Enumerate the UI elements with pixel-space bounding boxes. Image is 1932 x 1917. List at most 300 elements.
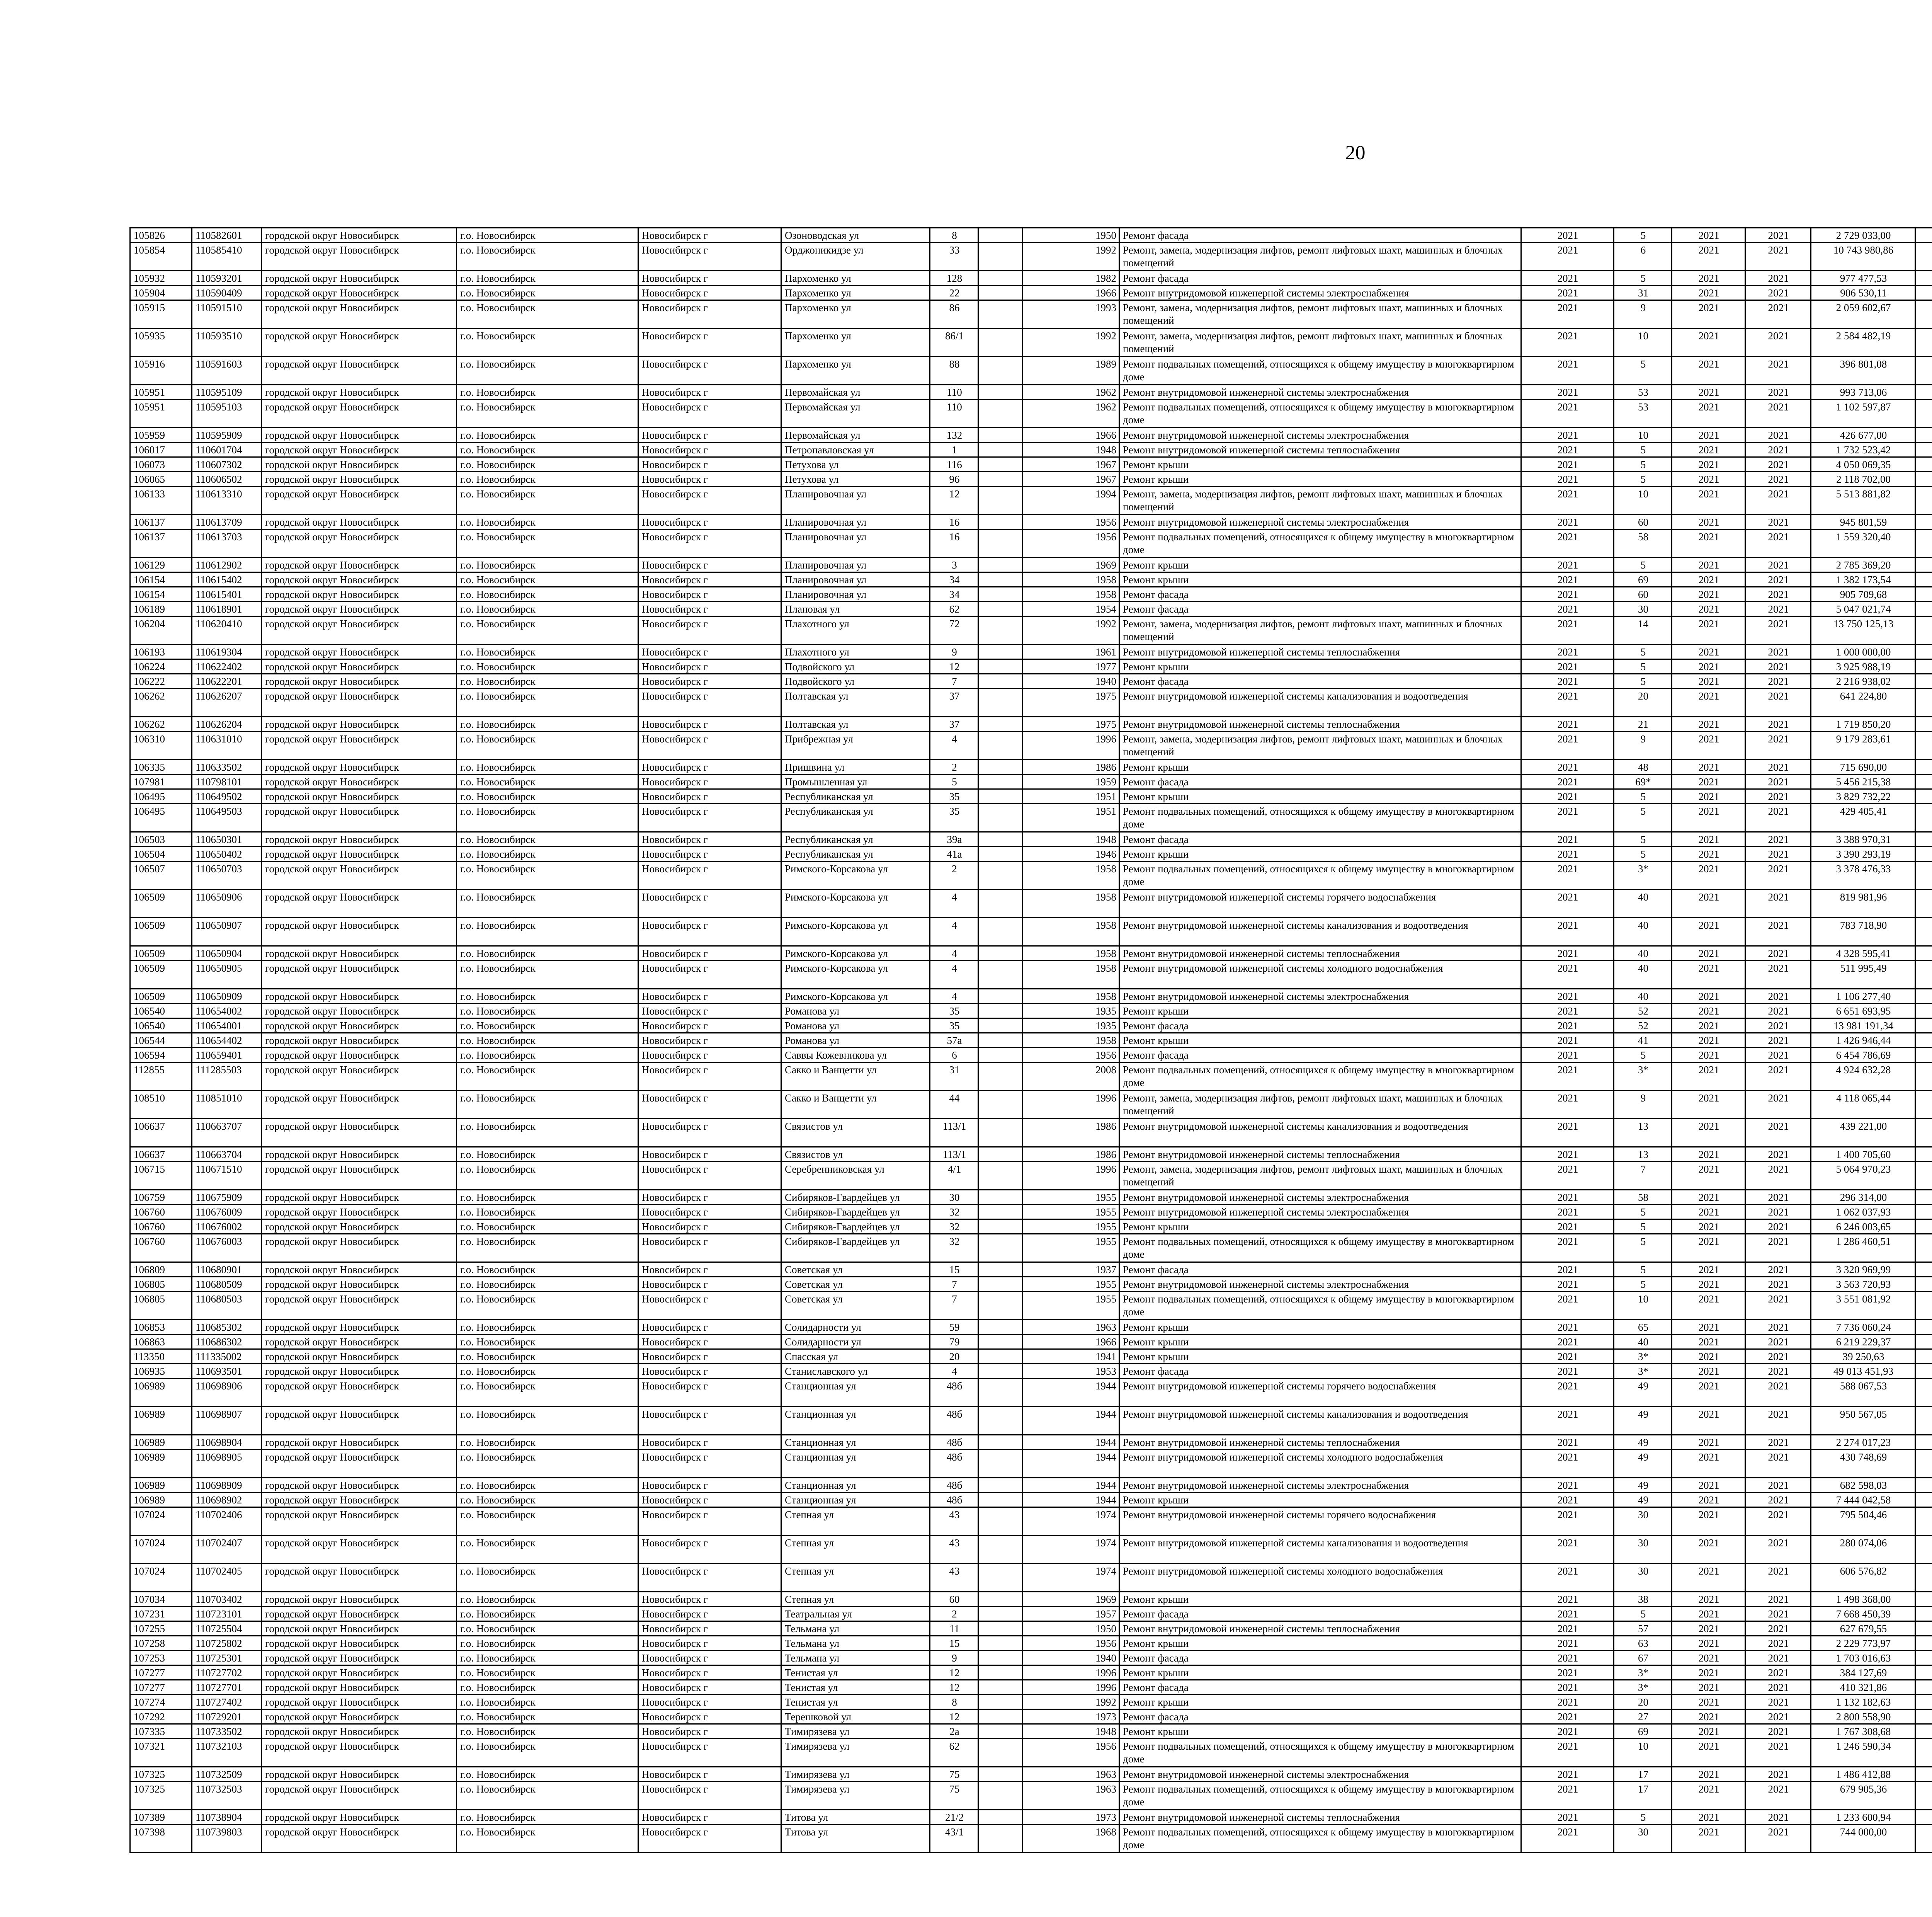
house-number-cell: 9 xyxy=(930,645,978,659)
fund-cost-cell xyxy=(1915,1262,1932,1277)
district-cell: г.о. Новосибирск xyxy=(457,1564,638,1592)
house-id-cell: 106495 xyxy=(130,789,192,804)
municipality-cell: городской округ Новосибирск xyxy=(262,989,457,1004)
house-number-cell: 8 xyxy=(930,228,978,243)
district-cell: г.о. Новосибирск xyxy=(457,1234,638,1262)
municipality-cell: городской округ Новосибирск xyxy=(262,400,457,428)
year-end-cell: 2021 xyxy=(1745,861,1811,890)
house-number-cell: 4 xyxy=(930,732,978,760)
street-cell: Станционная ул xyxy=(781,1379,930,1407)
municipality-cell: городской округ Новосибирск xyxy=(262,689,457,717)
plan-year-cell: 2021 xyxy=(1521,558,1614,572)
total-cost-cell: 906 530,11 xyxy=(1811,286,1915,300)
term-cell: 53 xyxy=(1614,385,1672,400)
year-end-cell: 2021 xyxy=(1745,1665,1811,1680)
work-type-cell: Ремонт фасада xyxy=(1119,1364,1521,1379)
year-built-cell: 1993 xyxy=(1023,300,1119,329)
district-cell: г.о. Новосибирск xyxy=(457,645,638,659)
house-number-cell: 72 xyxy=(930,616,978,645)
street-cell: Романова ул xyxy=(781,1004,930,1018)
municipality-cell: городской округ Новосибирск xyxy=(262,645,457,659)
city-cell: Новосибирск г xyxy=(638,1320,781,1335)
term-cell: 30 xyxy=(1614,1536,1672,1564)
street-cell: Римского-Корсакова ул xyxy=(781,918,930,946)
year-start-cell: 2021 xyxy=(1672,1292,1745,1320)
house-number-cell: 86 xyxy=(930,300,978,329)
year-built-cell: 1944 xyxy=(1023,1379,1119,1407)
plan-year-cell: 2021 xyxy=(1521,1739,1614,1767)
table-row xyxy=(130,228,1932,243)
total-cost-cell: 2 229 773,97 xyxy=(1811,1636,1915,1651)
house-number-cell: 43/1 xyxy=(930,1825,978,1853)
table-row xyxy=(130,674,1932,689)
work-type-cell: Ремонт внутридомовой инженерной системы теплоснабжения xyxy=(1119,1810,1521,1825)
total-cost-cell: 1 400 705,60 xyxy=(1811,1147,1915,1162)
municipality-cell: городской округ Новосибирск xyxy=(262,428,457,443)
house-number-cell: 4 xyxy=(930,918,978,946)
municipality-cell: городской округ Новосибирск xyxy=(262,732,457,760)
house-number-cell: 48б xyxy=(930,1407,978,1435)
table-row xyxy=(130,1407,1932,1435)
building-cell xyxy=(978,1091,1023,1119)
work-id-cell: 110727701 xyxy=(192,1680,262,1695)
house-id-cell: 105951 xyxy=(130,385,192,400)
work-type-cell: Ремонт крыши xyxy=(1119,472,1521,487)
year-built-cell: 1948 xyxy=(1023,1724,1119,1739)
street-cell: Степная ул xyxy=(781,1507,930,1536)
street-cell: Станционная ул xyxy=(781,1435,930,1450)
city-cell: Новосибирск г xyxy=(638,775,781,789)
work-type-cell: Ремонт крыши xyxy=(1119,1493,1521,1507)
municipality-cell: городской округ Новосибирск xyxy=(262,1234,457,1262)
work-type-cell: Ремонт крыши xyxy=(1119,1724,1521,1739)
district-cell: г.о. Новосибирск xyxy=(457,572,638,587)
total-cost-cell: 13 981 191,34 xyxy=(1811,1018,1915,1033)
year-start-cell: 2021 xyxy=(1672,847,1745,861)
year-built-cell: 1994 xyxy=(1023,487,1119,515)
city-cell: Новосибирск г xyxy=(638,1277,781,1292)
plan-year-cell: 2021 xyxy=(1521,400,1614,428)
district-cell: г.о. Новосибирск xyxy=(457,1695,638,1709)
year-built-cell: 1956 xyxy=(1023,1636,1119,1651)
plan-year-cell: 2021 xyxy=(1521,457,1614,472)
district-cell: г.о. Новосибирск xyxy=(457,1507,638,1536)
work-type-cell: Ремонт фасада xyxy=(1119,832,1521,847)
fund-cost-cell xyxy=(1915,616,1932,645)
city-cell: Новосибирск г xyxy=(638,732,781,760)
fund-cost-cell xyxy=(1915,1320,1932,1335)
work-id-cell: 110698902 xyxy=(192,1493,262,1507)
plan-year-cell: 2021 xyxy=(1521,443,1614,457)
year-start-cell: 2021 xyxy=(1672,717,1745,732)
city-cell: Новосибирск г xyxy=(638,1536,781,1564)
building-cell xyxy=(978,1564,1023,1592)
house-id-cell: 106853 xyxy=(130,1320,192,1335)
year-built-cell: 1986 xyxy=(1023,760,1119,775)
year-built-cell: 1955 xyxy=(1023,1234,1119,1262)
term-cell: 49 xyxy=(1614,1478,1672,1493)
city-cell: Новосибирск г xyxy=(638,1564,781,1592)
term-cell: 5 xyxy=(1614,645,1672,659)
year-start-cell: 2021 xyxy=(1672,1277,1745,1292)
year-start-cell: 2021 xyxy=(1672,1162,1745,1190)
total-cost-cell: 945 801,59 xyxy=(1811,515,1915,529)
house-number-cell: 39а xyxy=(930,832,978,847)
work-type-cell: Ремонт внутридомовой инженерной системы электроснабжения xyxy=(1119,1767,1521,1782)
table-row xyxy=(130,400,1932,428)
year-built-cell: 1996 xyxy=(1023,1680,1119,1695)
work-id-cell: 111335002 xyxy=(192,1349,262,1364)
work-id-cell: 110612902 xyxy=(192,558,262,572)
fund-cost-cell xyxy=(1915,760,1932,775)
total-cost-cell: 3 563 720,93 xyxy=(1811,1277,1915,1292)
year-built-cell: 1973 xyxy=(1023,1810,1119,1825)
city-cell: Новосибирск г xyxy=(638,587,781,602)
plan-year-cell: 2021 xyxy=(1521,804,1614,832)
year-start-cell: 2021 xyxy=(1672,515,1745,529)
year-start-cell: 2021 xyxy=(1672,1695,1745,1709)
house-number-cell: 37 xyxy=(930,717,978,732)
building-cell xyxy=(978,443,1023,457)
work-type-cell: Ремонт подвальных помещений, относящихся к общему имуществу в многоквартирном доме xyxy=(1119,1739,1521,1767)
house-number-cell: 128 xyxy=(930,271,978,286)
total-cost-cell: 1 233 600,94 xyxy=(1811,1810,1915,1825)
house-id-cell: 107024 xyxy=(130,1507,192,1536)
house-number-cell: 34 xyxy=(930,572,978,587)
table-row xyxy=(130,760,1932,775)
work-type-cell: Ремонт внутридомовой инженерной системы электроснабжения xyxy=(1119,385,1521,400)
term-cell: 10 xyxy=(1614,487,1672,515)
total-cost-cell: 744 000,00 xyxy=(1811,1825,1915,1853)
total-cost-cell: 679 905,36 xyxy=(1811,1782,1915,1810)
year-end-cell: 2021 xyxy=(1745,1147,1811,1162)
plan-year-cell: 2021 xyxy=(1521,428,1614,443)
work-id-cell: 110650909 xyxy=(192,989,262,1004)
term-cell: 49 xyxy=(1614,1379,1672,1407)
city-cell: Новосибирск г xyxy=(638,1364,781,1379)
year-built-cell: 1950 xyxy=(1023,1621,1119,1636)
total-cost-cell: 819 981,96 xyxy=(1811,890,1915,918)
municipality-cell: городской округ Новосибирск xyxy=(262,804,457,832)
work-id-cell: 110675909 xyxy=(192,1190,262,1205)
house-id-cell: 106137 xyxy=(130,515,192,529)
year-start-cell: 2021 xyxy=(1672,1033,1745,1048)
building-cell xyxy=(978,760,1023,775)
table-row xyxy=(130,1621,1932,1636)
fund-cost-cell xyxy=(1915,1219,1932,1234)
plan-year-cell: 2021 xyxy=(1521,271,1614,286)
house-id-cell: 107277 xyxy=(130,1665,192,1680)
house-id-cell: 108510 xyxy=(130,1091,192,1119)
table-row xyxy=(130,832,1932,847)
total-cost-cell: 950 567,05 xyxy=(1811,1407,1915,1435)
city-cell: Новосибирск г xyxy=(638,1695,781,1709)
fund-cost-cell xyxy=(1915,1507,1932,1536)
street-cell: Связистов ул xyxy=(781,1119,930,1147)
total-cost-cell: 2 059 602,67 xyxy=(1811,300,1915,329)
work-type-cell: Ремонт внутридомовой инженерной системы теплоснабжения xyxy=(1119,946,1521,961)
year-built-cell: 1958 xyxy=(1023,587,1119,602)
total-cost-cell: 3 378 476,33 xyxy=(1811,861,1915,890)
district-cell: г.о. Новосибирск xyxy=(457,1292,638,1320)
city-cell: Новосибирск г xyxy=(638,1379,781,1407)
total-cost-cell: 1 246 590,34 xyxy=(1811,1739,1915,1767)
street-cell: Планировочная ул xyxy=(781,487,930,515)
house-id-cell: 107255 xyxy=(130,1621,192,1636)
municipality-cell: городской округ Новосибирск xyxy=(262,1262,457,1277)
term-cell: 40 xyxy=(1614,946,1672,961)
year-built-cell: 1963 xyxy=(1023,1767,1119,1782)
municipality-cell: городской округ Новосибирск xyxy=(262,1636,457,1651)
table-row xyxy=(130,1219,1932,1234)
municipality-cell: городской округ Новосибирск xyxy=(262,890,457,918)
district-cell: г.о. Новосибирск xyxy=(457,775,638,789)
year-start-cell: 2021 xyxy=(1672,558,1745,572)
house-number-cell: 113/1 xyxy=(930,1119,978,1147)
work-id-cell: 110686302 xyxy=(192,1335,262,1349)
total-cost-cell: 1 732 523,42 xyxy=(1811,443,1915,457)
house-id-cell: 106509 xyxy=(130,918,192,946)
year-start-cell: 2021 xyxy=(1672,645,1745,659)
house-id-cell: 107253 xyxy=(130,1651,192,1665)
year-start-cell: 2021 xyxy=(1672,385,1745,400)
table-row xyxy=(130,1536,1932,1564)
district-cell: г.о. Новосибирск xyxy=(457,1450,638,1478)
work-type-cell: Ремонт внутридомовой инженерной системы холодного водоснабжения xyxy=(1119,1450,1521,1478)
plan-year-cell: 2021 xyxy=(1521,1219,1614,1234)
municipality-cell: городской округ Новосибирск xyxy=(262,286,457,300)
fund-cost-cell xyxy=(1915,1190,1932,1205)
building-cell xyxy=(978,847,1023,861)
work-id-cell: 110729201 xyxy=(192,1709,262,1724)
district-cell: г.о. Новосибирск xyxy=(457,1825,638,1853)
house-id-cell: 107325 xyxy=(130,1782,192,1810)
term-cell: 52 xyxy=(1614,1004,1672,1018)
street-cell: Тимирязева ул xyxy=(781,1782,930,1810)
house-id-cell: 106509 xyxy=(130,946,192,961)
municipality-cell: городской округ Новосибирск xyxy=(262,1592,457,1607)
term-cell: 10 xyxy=(1614,329,1672,357)
work-type-cell: Ремонт крыши xyxy=(1119,1636,1521,1651)
city-cell: Новосибирск г xyxy=(638,1349,781,1364)
year-built-cell: 1953 xyxy=(1023,1364,1119,1379)
building-cell xyxy=(978,1262,1023,1277)
total-cost-cell: 2 785 369,20 xyxy=(1811,558,1915,572)
work-type-cell: Ремонт крыши xyxy=(1119,1665,1521,1680)
district-cell: г.о. Новосибирск xyxy=(457,1004,638,1018)
table-row xyxy=(130,243,1932,271)
work-type-cell: Ремонт фасада xyxy=(1119,1048,1521,1062)
work-type-cell: Ремонт фасада xyxy=(1119,1709,1521,1724)
city-cell: Новосибирск г xyxy=(638,1219,781,1234)
plan-year-cell: 2021 xyxy=(1521,1349,1614,1364)
year-built-cell: 1996 xyxy=(1023,1665,1119,1680)
building-cell xyxy=(978,659,1023,674)
district-cell: г.о. Новосибирск xyxy=(457,717,638,732)
street-cell: Орджоникидзе ул xyxy=(781,243,930,271)
year-built-cell: 1955 xyxy=(1023,1292,1119,1320)
total-cost-cell: 6 219 229,37 xyxy=(1811,1335,1915,1349)
house-id-cell: 106989 xyxy=(130,1379,192,1407)
district-cell: г.о. Новосибирск xyxy=(457,1205,638,1219)
work-type-cell: Ремонт, замена, модернизация лифтов, ремонт лифтовых шахт, машинных и блочных помещений xyxy=(1119,329,1521,357)
house-id-cell: 106224 xyxy=(130,659,192,674)
year-start-cell: 2021 xyxy=(1672,271,1745,286)
house-number-cell: 4 xyxy=(930,1364,978,1379)
year-start-cell: 2021 xyxy=(1672,1724,1745,1739)
fund-cost-cell xyxy=(1915,1592,1932,1607)
work-type-cell: Ремонт внутридомовой инженерной системы канализования и водоотведения xyxy=(1119,689,1521,717)
work-id-cell: 110732103 xyxy=(192,1739,262,1767)
city-cell: Новосибирск г xyxy=(638,1033,781,1048)
plan-year-cell: 2021 xyxy=(1521,717,1614,732)
year-end-cell: 2021 xyxy=(1745,1435,1811,1450)
plan-year-cell: 2021 xyxy=(1521,1695,1614,1709)
year-end-cell: 2021 xyxy=(1745,1767,1811,1782)
house-id-cell: 106759 xyxy=(130,1190,192,1205)
house-number-cell: 132 xyxy=(930,428,978,443)
total-cost-cell: 384 127,69 xyxy=(1811,1665,1915,1680)
building-cell xyxy=(978,961,1023,989)
house-number-cell: 48б xyxy=(930,1379,978,1407)
building-cell xyxy=(978,1435,1023,1450)
total-cost-cell: 783 718,90 xyxy=(1811,918,1915,946)
building-cell xyxy=(978,861,1023,890)
total-cost-cell: 6 454 786,69 xyxy=(1811,1048,1915,1062)
work-id-cell: 110595909 xyxy=(192,428,262,443)
year-end-cell: 2021 xyxy=(1745,1709,1811,1724)
year-start-cell: 2021 xyxy=(1672,760,1745,775)
year-start-cell: 2021 xyxy=(1672,1004,1745,1018)
term-cell: 40 xyxy=(1614,1335,1672,1349)
table-row xyxy=(130,1091,1932,1119)
total-cost-cell: 296 314,00 xyxy=(1811,1190,1915,1205)
total-cost-cell: 9 179 283,61 xyxy=(1811,732,1915,760)
building-cell xyxy=(978,1810,1023,1825)
building-cell xyxy=(978,286,1023,300)
street-cell: Пархоменко ул xyxy=(781,286,930,300)
year-built-cell: 1956 xyxy=(1023,529,1119,558)
year-built-cell: 1946 xyxy=(1023,847,1119,861)
street-cell: Пархоменко ул xyxy=(781,329,930,357)
house-id-cell: 105915 xyxy=(130,300,192,329)
municipality-cell: городской округ Новосибирск xyxy=(262,515,457,529)
district-cell: г.о. Новосибирск xyxy=(457,1219,638,1234)
house-number-cell: 116 xyxy=(930,457,978,472)
city-cell: Новосибирск г xyxy=(638,1292,781,1320)
street-cell: Полтавская ул xyxy=(781,717,930,732)
district-cell: г.о. Новосибирск xyxy=(457,1810,638,1825)
house-number-cell: 48б xyxy=(930,1450,978,1478)
work-type-cell: Ремонт крыши xyxy=(1119,572,1521,587)
plan-year-cell: 2021 xyxy=(1521,1680,1614,1695)
total-cost-cell: 49 013 451,93 xyxy=(1811,1364,1915,1379)
fund-cost-cell xyxy=(1915,443,1932,457)
street-cell: Первомайская ул xyxy=(781,428,930,443)
year-end-cell: 2021 xyxy=(1745,572,1811,587)
year-end-cell: 2021 xyxy=(1745,1592,1811,1607)
plan-year-cell: 2021 xyxy=(1521,1536,1614,1564)
fund-cost-cell xyxy=(1915,659,1932,674)
year-start-cell: 2021 xyxy=(1672,1349,1745,1364)
term-cell: 5 xyxy=(1614,674,1672,689)
term-cell: 30 xyxy=(1614,602,1672,616)
year-built-cell: 1966 xyxy=(1023,1335,1119,1349)
building-cell xyxy=(978,1018,1023,1033)
fund-cost-cell xyxy=(1915,487,1932,515)
house-number-cell: 4 xyxy=(930,989,978,1004)
fund-cost-cell xyxy=(1915,689,1932,717)
building-cell xyxy=(978,1205,1023,1219)
plan-year-cell: 2021 xyxy=(1521,572,1614,587)
municipality-cell: городской округ Новосибирск xyxy=(262,1695,457,1709)
city-cell: Новосибирск г xyxy=(638,1407,781,1435)
year-end-cell: 2021 xyxy=(1745,286,1811,300)
term-cell: 5 xyxy=(1614,228,1672,243)
house-number-cell: 62 xyxy=(930,602,978,616)
year-built-cell: 1962 xyxy=(1023,400,1119,428)
house-id-cell: 106544 xyxy=(130,1033,192,1048)
table-row xyxy=(130,385,1932,400)
plan-year-cell: 2021 xyxy=(1521,989,1614,1004)
plan-year-cell: 2021 xyxy=(1521,890,1614,918)
work-id-cell: 110595109 xyxy=(192,385,262,400)
year-built-cell: 1955 xyxy=(1023,1205,1119,1219)
term-cell: 3* xyxy=(1614,1349,1672,1364)
work-type-cell: Ремонт фасада xyxy=(1119,1651,1521,1665)
fund-cost-cell xyxy=(1915,918,1932,946)
street-cell: Планировочная ул xyxy=(781,587,930,602)
year-end-cell: 2021 xyxy=(1745,228,1811,243)
street-cell: Станционная ул xyxy=(781,1478,930,1493)
municipality-cell: городской округ Новосибирск xyxy=(262,847,457,861)
total-cost-cell: 2 118 702,00 xyxy=(1811,472,1915,487)
municipality-cell: городской округ Новосибирск xyxy=(262,1621,457,1636)
plan-year-cell: 2021 xyxy=(1521,1665,1614,1680)
plan-year-cell: 2021 xyxy=(1521,732,1614,760)
year-end-cell: 2021 xyxy=(1745,1205,1811,1219)
street-cell: Солидарности ул xyxy=(781,1335,930,1349)
building-cell xyxy=(978,400,1023,428)
street-cell: Тельмана ул xyxy=(781,1651,930,1665)
street-cell: Советская ул xyxy=(781,1292,930,1320)
house-id-cell: 107231 xyxy=(130,1607,192,1621)
work-id-cell: 110585410 xyxy=(192,243,262,271)
table-row xyxy=(130,1320,1932,1335)
house-number-cell: 8 xyxy=(930,1695,978,1709)
building-cell xyxy=(978,1190,1023,1205)
municipality-cell: городской округ Новосибирск xyxy=(262,487,457,515)
year-start-cell: 2021 xyxy=(1672,1205,1745,1219)
total-cost-cell: 3 829 732,22 xyxy=(1811,789,1915,804)
house-id-cell: 113350 xyxy=(130,1349,192,1364)
term-cell: 5 xyxy=(1614,659,1672,674)
house-number-cell: 110 xyxy=(930,385,978,400)
year-end-cell: 2021 xyxy=(1745,1033,1811,1048)
building-cell xyxy=(978,228,1023,243)
building-cell xyxy=(978,1782,1023,1810)
municipality-cell: городской округ Новосибирск xyxy=(262,1091,457,1119)
year-built-cell: 1996 xyxy=(1023,1162,1119,1190)
plan-year-cell: 2021 xyxy=(1521,515,1614,529)
year-end-cell: 2021 xyxy=(1745,1825,1811,1853)
house-id-cell: 105959 xyxy=(130,428,192,443)
year-start-cell: 2021 xyxy=(1672,616,1745,645)
district-cell: г.о. Новосибирск xyxy=(457,1724,638,1739)
table-row xyxy=(130,847,1932,861)
term-cell: 60 xyxy=(1614,515,1672,529)
total-cost-cell: 2 729 033,00 xyxy=(1811,228,1915,243)
